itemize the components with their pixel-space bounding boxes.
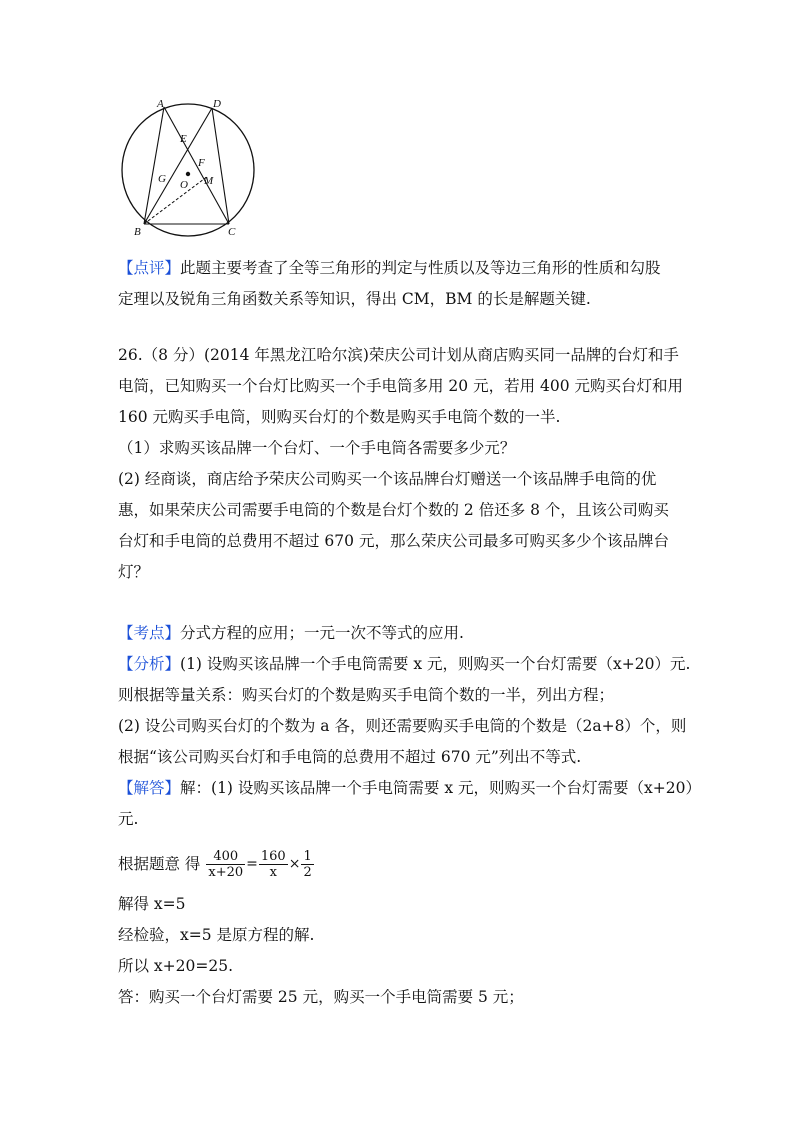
review-tag: 【点评】 xyxy=(118,259,181,277)
problem-question-2-line-1: (2) 经商谈，商店给予荣庆公司购买一个该品牌台灯赠送一个该品牌手电筒的优 xyxy=(118,470,657,488)
answer-line-2: 元. xyxy=(118,810,139,828)
problem-line-2: 电筒，已知购买一个台灯比购买一个手电筒多用 20 元，若用 400 元购买台灯和用 xyxy=(118,377,684,395)
equation-prefix: 根据题意 得 xyxy=(118,855,201,873)
answer-line-1 xyxy=(118,777,701,799)
analysis-line-2: 则根据等量关系：购买台灯的个数是购买手电筒个数的一半，列出方程； xyxy=(118,686,615,704)
answer-equation xyxy=(118,846,315,881)
answer-line-7: 答：购买一个台灯需要 25 元，购买一个手电筒需要 5 元； xyxy=(118,988,524,1006)
analysis-tag: 【分析】 xyxy=(118,655,181,673)
kaodian-line xyxy=(118,622,464,644)
geometry-figure xyxy=(118,98,260,238)
fraction-one-half xyxy=(301,849,313,880)
label-g: G xyxy=(158,173,166,185)
fraction-denominator: x xyxy=(269,864,277,880)
label-b: B xyxy=(134,226,141,238)
equals-sign: = xyxy=(246,856,258,872)
answer-text-1: 解：(1) 设购买该品牌一个手电筒需要 x 元，则购买一个台灯需要（x+20） xyxy=(180,779,701,797)
review-text-1: 此题主要考查了全等三角形的判定与性质以及等边三角形的性质和勾股 xyxy=(180,259,661,277)
kaodian-tag: 【考点】 xyxy=(118,624,181,642)
times-sign: × xyxy=(288,856,301,872)
fraction-numerator: 1 xyxy=(303,848,312,864)
label-o: O xyxy=(180,179,188,191)
label-m: M xyxy=(204,175,214,187)
analysis-text-1: (1) 设购买该品牌一个手电筒需要 x 元，则购买一个台灯需要（x+20）元. xyxy=(180,655,691,673)
answer-line-5: 经检验，x=5 是原方程的解. xyxy=(118,926,315,944)
answer-tag: 【解答】 xyxy=(118,779,181,797)
review-line-2: 定理以及锐角三角函数关系等知识，得出 CM，BM 的长是解题关键. xyxy=(118,290,591,308)
fraction-numerator: 400 xyxy=(206,849,245,865)
fraction-400-over-x-plus-20 xyxy=(206,849,245,880)
problem-header: 26.（8 分）(2014 年黑龙江哈尔滨)荣庆公司计划从商店购买同一品牌的台灯和手 xyxy=(118,346,679,364)
label-e: E xyxy=(180,133,187,145)
label-c: C xyxy=(228,226,236,238)
kaodian-text: 分式方程的应用；一元一次不等式的应用. xyxy=(180,624,464,642)
answer-line-4: 解得 x=5 xyxy=(118,895,186,913)
problem-question-2-line-4: 灯？ xyxy=(118,563,150,581)
analysis-line-3: (2) 设公司购买台灯的个数为 a 各，则还需要购买手电筒的个数是（2a+8）个，则 xyxy=(118,717,687,735)
fraction-160-over-x xyxy=(259,849,288,880)
review-line-1 xyxy=(118,257,661,279)
label-f: F xyxy=(198,157,205,169)
problem-question-2-line-3: 台灯和手电筒的总费用不超过 670 元，那么荣庆公司最多可购买多少个该品牌台 xyxy=(118,532,669,550)
fraction-numerator: 160 xyxy=(260,848,286,864)
analysis-line-4: 根据“该公司购买台灯和手电筒的总费用不超过 670 元”列出不等式. xyxy=(118,748,582,766)
problem-question-2-line-2: 惠，如果荣庆公司需要手电筒的个数是台灯个数的 2 倍还多 8 个，且该公司购买 xyxy=(118,501,669,519)
analysis-line-1 xyxy=(118,653,690,675)
problem-line-3: 160 元购买手电筒，则购买台灯的个数是购买手电筒个数的一半. xyxy=(118,408,561,426)
answer-line-6: 所以 x+20=25. xyxy=(118,957,234,975)
fraction-denominator: x+20 xyxy=(208,864,244,880)
problem-question-1: （1）求购买该品牌一个台灯、一个手电筒各需要多少元？ xyxy=(118,439,516,457)
label-a: A xyxy=(157,98,164,110)
label-d: D xyxy=(213,98,221,110)
fraction-denominator: 2 xyxy=(303,864,312,880)
